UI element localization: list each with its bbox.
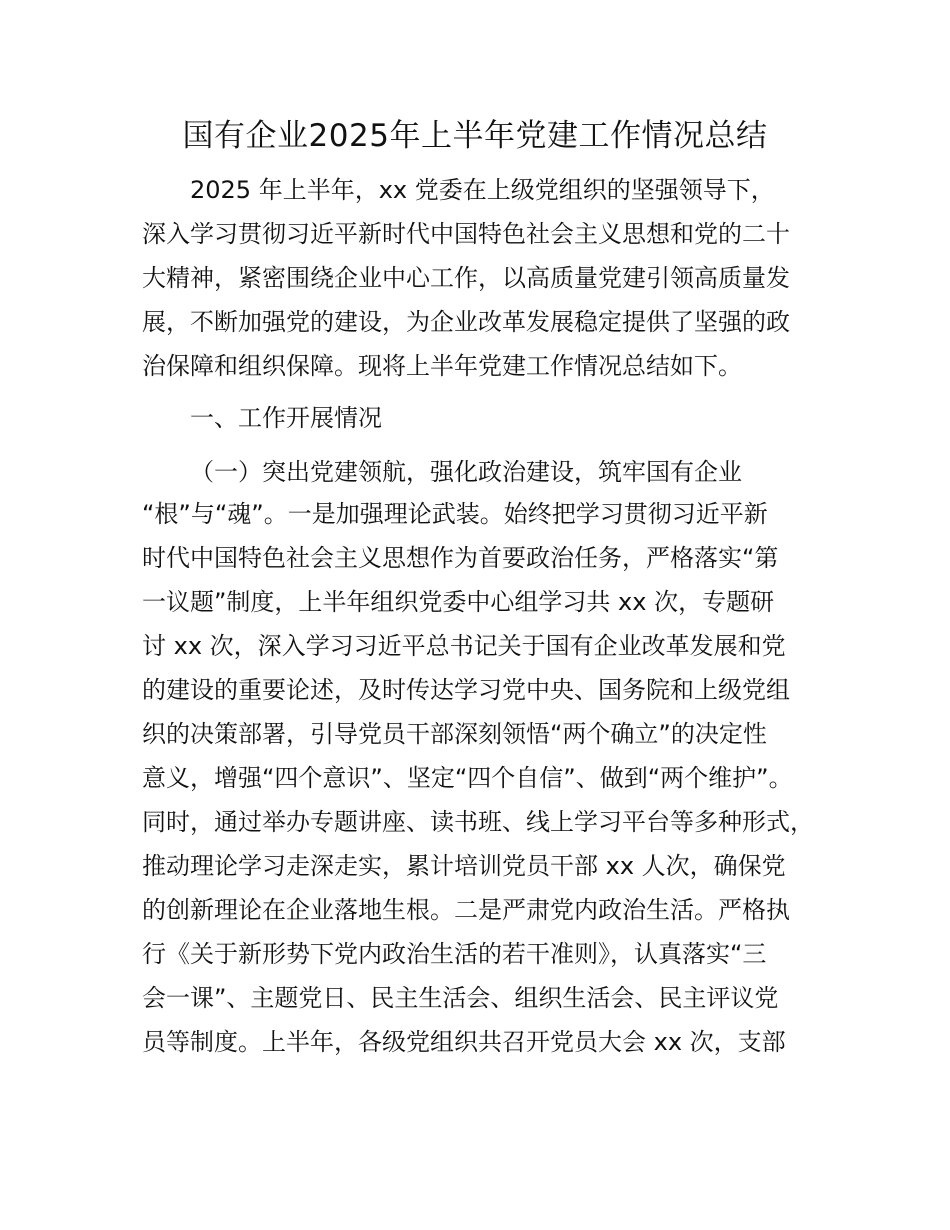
intro-line-2: 深入学习贯彻习近平新时代中国特色社会主义思想和党的二十 [142, 220, 790, 248]
intro-line-4: 展，不断加强党的建设，为企业改革发展稳定提供了坚强的政 [142, 308, 790, 336]
subsection-line-2: “根”与“魂”。一是加强理论武装。始终把学习贯彻习近平新 [142, 500, 768, 528]
subsection-line-5: 讨 xx 次，深入学习习近平总书记关于国有企业改革发展和党 [142, 632, 786, 660]
subsection-line-12: 行《关于新形势下党内政治生活的若干准则》，认真落实“三 [142, 940, 767, 968]
subsection-line-13: 会一课”、主题党日、民主生活会、组织生活会、民主评议党 [142, 984, 779, 1012]
subsection-line-11: 的创新理论在企业落地生根。二是严肃党内政治生活。严格执 [142, 896, 790, 924]
subsection-line-1: （一）突出党建领航，强化政治建设，筑牢国有企业 [190, 458, 742, 486]
subsection-line-9: 同时，通过举办专题讲座、读书班、线上学习平台等多种形式， [142, 808, 814, 836]
section-heading: 一、工作开展情况 [190, 404, 382, 432]
subsection-line-3: 时代中国特色社会主义思想作为首要政治任务，严格落实“第 [142, 544, 779, 572]
subsection-line-6: 的建设的重要论述，及时传达学习党中央、国务院和上级党组 [142, 676, 790, 704]
subsection-line-8: 意义，增强“四个意识”、坚定“四个自信”、做到“两个维护”。 [142, 764, 793, 792]
subsection-line-7: 织的决策部署，引导党员干部深刻领悟“两个确立”的决定性 [142, 720, 767, 748]
subsection-line-10: 推动理论学习走深走实，累计培训党员干部 xx 人次，确保党 [142, 852, 786, 880]
subsection-line-4: 一议题”制度，上半年组织党委中心组学习共 xx 次，专题研 [142, 588, 775, 616]
intro-line-1: 2025 年上半年，xx 党委在上级党组织的坚强领导下， [190, 176, 775, 204]
subsection-line-14: 员等制度。上半年，各级党组织共召开党员大会 xx 次，支部 [142, 1028, 786, 1056]
document-title: 国有企业2025年上半年党建工作情况总结 [182, 118, 768, 154]
intro-line-5: 治保障和组织保障。现将上半年党建工作情况总结如下。 [142, 352, 742, 380]
intro-line-3: 大精神，紧密围绕企业中心工作，以高质量党建引领高质量发 [142, 264, 790, 292]
